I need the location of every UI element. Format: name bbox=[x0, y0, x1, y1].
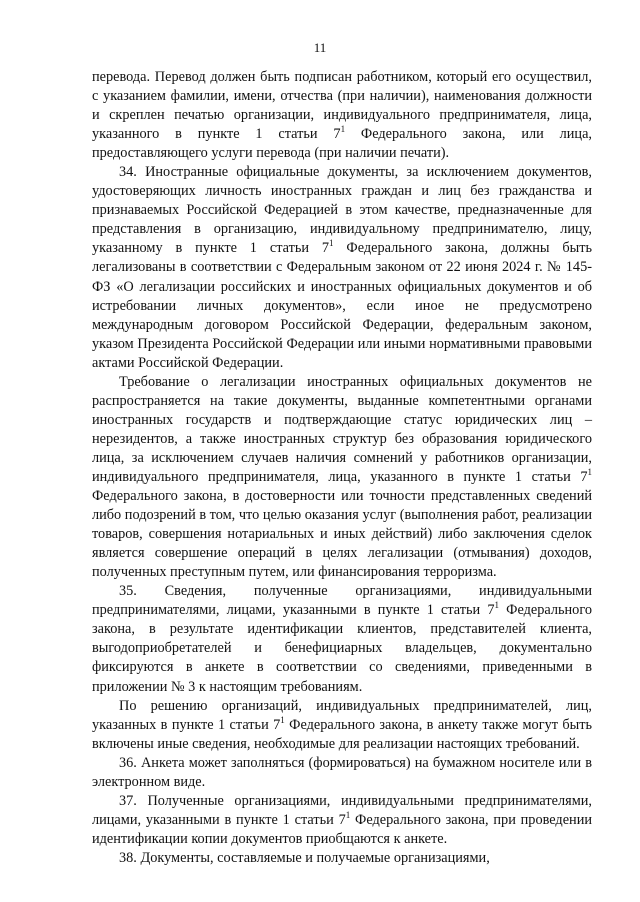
text-run: 37. Полученные организациями, индивидуальными предпринимателями, лицами, указанными в пункте 1 статьи 7 bbox=[92, 792, 592, 828]
document-body bbox=[92, 68, 592, 868]
text-run: Федерального закона, в достоверности или точности представленных сведений либо подозрений в том, что целью оказания услуг (выполнения работ, реализации товаров, совершения нотариальных и иных действий) либо заключения сделок является совершение операций в целях легализации (отмывания) доходов, полученных преступным путем, или финансирования терроризма. bbox=[92, 488, 592, 581]
superscript: 1 bbox=[345, 810, 351, 821]
paragraph-p34b bbox=[92, 373, 592, 583]
text-run: Требование о легализации иностранных официальных документов не распространяется на такие документы, выданные компетентными органами иностранных государств и подтверждающие статус юридических лиц – нерезидентов, а также иностранных структур без образования юридического лица, за исключением случаев наличия сомнений у работников организации, индивидуального предпринимателя, лица, указанного в пункте 1 статьи 7 bbox=[92, 373, 592, 485]
text-run: Федерального закона, при проведении идентификации копии документов приобщаются к анкете. bbox=[92, 811, 592, 847]
superscript: 1 bbox=[329, 238, 334, 249]
superscript: 1 bbox=[340, 124, 346, 135]
superscript: 1 bbox=[494, 600, 500, 611]
paragraph-p36 bbox=[92, 754, 592, 792]
superscript: 1 bbox=[587, 467, 592, 478]
page-number: 11 bbox=[313, 40, 327, 55]
text-run: Федерального закона, в результате идентификации клиентов, представителей клиента, выгодоприобретателей и бенефициарных владельцев, документально фиксируются в анкете в соответствии со сведениями, приведенными в приложении № 3 к настоящим требованиям. bbox=[92, 602, 592, 695]
paragraph-p35 bbox=[92, 582, 592, 696]
text-run: 38. Документы, составляемые и получаемые организациями, bbox=[119, 849, 490, 866]
paragraph-p35b bbox=[92, 697, 592, 754]
text-run: 36. Анкета может заполняться (формироваться) на бумажном носителе или в электронном виде. bbox=[92, 754, 592, 790]
paragraph-p0 bbox=[92, 68, 592, 163]
text-run: перевода. Перевод должен быть подписан работником, который его осуществил, с указанием фамилии, имени, отчества (при наличии), наименования должности и скреплен печатью организации, индивидуального предпринимателя, лица, указанного в пункте 1 статьи 7 bbox=[92, 69, 592, 143]
paragraph-p37 bbox=[92, 792, 592, 849]
text-run: По решению организаций, индивидуальных предпринимателей, лиц, указанных в пункте 1 статьи 7 bbox=[92, 697, 592, 733]
paragraph-p34 bbox=[92, 163, 592, 373]
text-run: Федерального закона, должны быть легализованы в соответствии с Федеральным законом от 22 июня 2024 г. № 145-ФЗ «О легализации российских и иностранных официальных документов и об истребовании личных документов», если иное не предусмотрено международным договором Российской Федерации, федеральным законом, указом Президента Российской Федерации или иными нормативными правовыми актами Российской Федерации. bbox=[92, 240, 592, 371]
text-run: 35. Сведения, полученные организациями, индивидуальными предпринимателями, лицами, указанными в пункте 1 статьи 7 bbox=[92, 583, 592, 619]
text-run: Федерального закона, или лица, предоставляющего услуги перевода (при наличии печати). bbox=[92, 126, 592, 162]
paragraph-p38 bbox=[92, 849, 592, 868]
text-run: 34. Иностранные официальные документы, за исключением документов, удостоверяющих личность иностранных граждан и лиц без гражданства и признаваемых Российской Федерацией в этом качестве, предназначенные для представления в организацию, индивидуальному предпринимателю, лицу, указанному в пункте 1 статьи 7 bbox=[92, 164, 592, 257]
text-run: Федерального закона, в анкету также могут быть включены иные сведения, необходимые для реализации настоящих требований. bbox=[92, 716, 593, 752]
superscript: 1 bbox=[280, 714, 285, 725]
